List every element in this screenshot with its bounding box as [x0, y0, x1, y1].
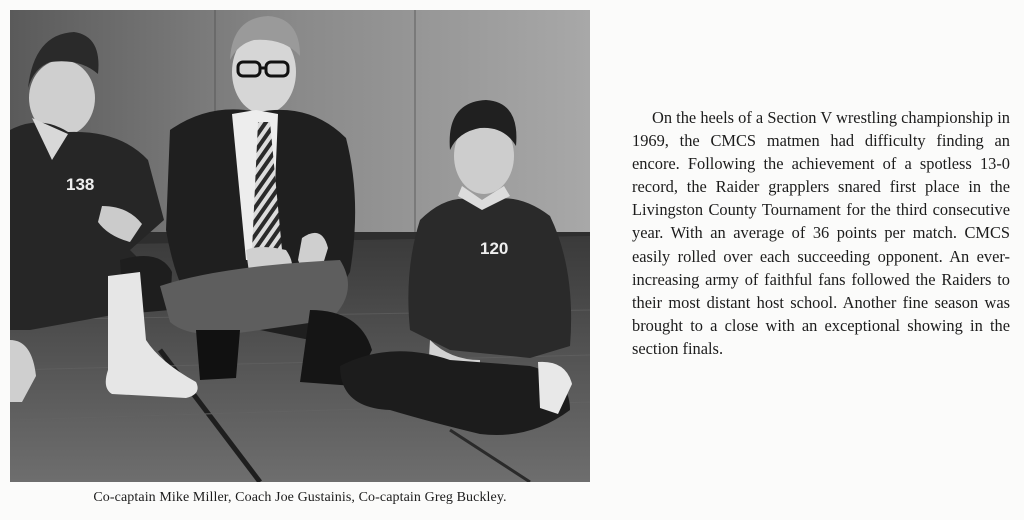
photo-caption: Co-captain Mike Miller, Coach Joe Gustainis, Co-captain Greg Buckley. [93, 490, 507, 505]
team-captains-photo [10, 10, 590, 482]
jersey-number-right: 120 [480, 239, 509, 258]
article-body: On the heels of a Section V wrestling championship in 1969, the CMCS matmen had difficulty finding an encore. Following the achievement of a spotless 13-0 record, the Raider grapplers snared first place in the Livingston County Tournament for the third consecutive year. With an average of 36 points per match. CMCS easily rolled over each succeeding opponent. An ever-increasing army of faithful fans followed the Raiders to their most distant host school. Another fine season was brought to a close with an exceptional showing in the section finals. [632, 108, 1010, 358]
jersey-number-left: 138 [66, 175, 95, 194]
